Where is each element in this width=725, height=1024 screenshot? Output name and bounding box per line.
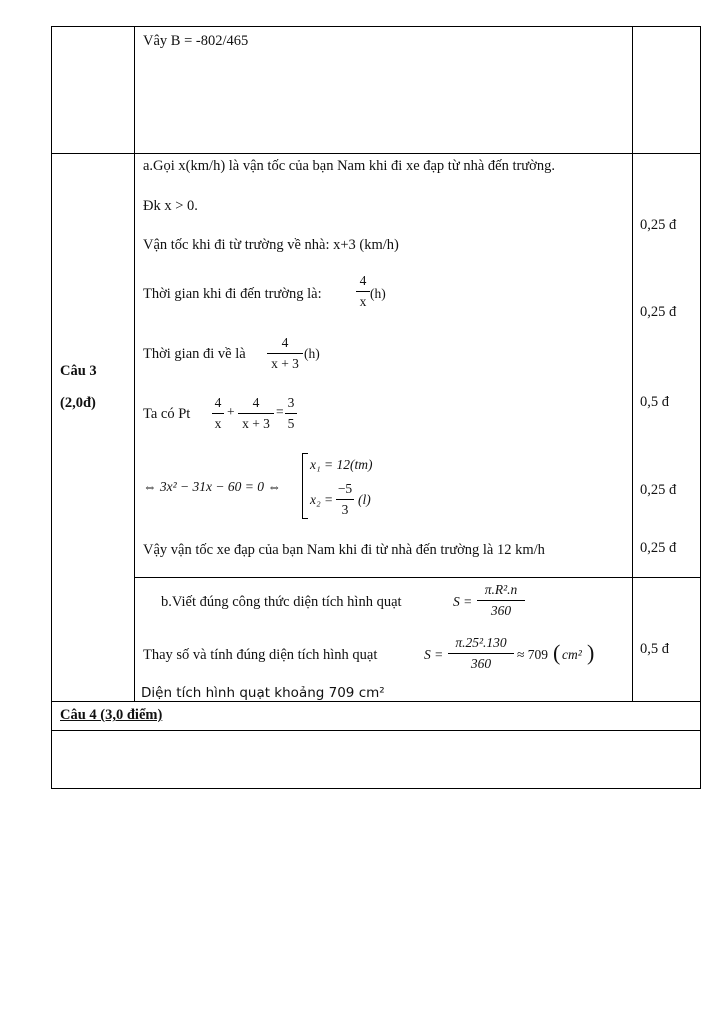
fraction-numerator: 3	[287, 395, 295, 410]
part-b-compute-label: Thay số và tính đúng diện tích hình quạt	[143, 647, 378, 663]
row-divider-2	[134, 577, 701, 578]
fraction-numerator: 4	[214, 395, 222, 410]
root-1: x₁ = 12(tm)	[310, 457, 373, 472]
table-border-left	[51, 26, 52, 789]
root-2-lhs: x₂ =	[310, 492, 334, 507]
quadratic-equation: ⇔ 3x² − 31x − 60 = 0 ⇔	[143, 479, 281, 494]
time-to-school-label: Thời gian khi đi đến trường là:	[143, 286, 322, 302]
fraction-denominator: 5	[287, 416, 295, 431]
equation-fraction-1	[212, 395, 224, 432]
fraction-denominator: 360	[470, 656, 492, 671]
formula-lhs: S =	[453, 594, 473, 609]
part-a-condition: Đk x > 0.	[143, 198, 198, 214]
fraction-denominator: 360	[490, 603, 512, 618]
fraction-denominator: x + 3	[271, 356, 299, 371]
compute-fraction	[448, 635, 514, 672]
fraction-numerator: 4	[281, 335, 289, 350]
score-6: 0,5 đ	[640, 641, 669, 657]
left-paren: (	[553, 640, 561, 665]
fraction-numerator: −5	[337, 481, 353, 496]
row-divider-1	[51, 153, 701, 154]
part-b-answer: Diện tích hình quạt khoảng 709 cm²	[141, 685, 385, 701]
question-4-heading: Câu 4 (3,0 điểm)	[60, 707, 163, 723]
score-5: 0,25 đ	[640, 540, 677, 556]
column-divider-2	[632, 26, 633, 701]
equation-fraction-3	[285, 395, 297, 432]
row1-result-text: Vây B = -802/465	[143, 33, 249, 49]
compute-result: ≈ 709	[517, 647, 549, 662]
score-3: 0,5 đ	[640, 394, 669, 410]
fraction-denominator: x	[214, 416, 222, 431]
score-4: 0,25 đ	[640, 482, 677, 498]
score-2: 0,25 đ	[640, 304, 677, 320]
time-back-label: Thời gian đi về là	[143, 346, 246, 362]
fraction-denominator: x	[359, 294, 367, 309]
equation-fraction-2	[238, 395, 274, 432]
equation-plus: +	[227, 404, 235, 419]
part-a-conclusion: Vậy vận tốc xe đạp của bạn Nam khi đi từ nhà đến trường là 12 km/h	[143, 542, 545, 558]
time-back-unit: (h)	[304, 346, 320, 361]
question-3-label: Câu 3	[60, 363, 97, 379]
solution-bracket	[302, 453, 308, 519]
formula-fraction	[477, 582, 525, 619]
table-border-right	[700, 26, 701, 789]
part-a-intro: a.Gọi x(km/h) là vận tốc của bạn Nam khi đi xe đạp từ nhà đến trường.	[143, 158, 555, 174]
part-b-formula-label: b.Viết đúng công thức diện tích hình quạt	[161, 594, 402, 610]
question-3-points: (2,0đ)	[60, 395, 96, 411]
root-2-note: (l)	[358, 492, 371, 507]
compute-lhs: S =	[424, 647, 444, 662]
equation-equals: =	[276, 404, 284, 419]
time-to-school-fraction	[356, 273, 370, 310]
fraction-numerator: π.R².n	[484, 582, 518, 597]
fraction-numerator: 4	[359, 273, 367, 288]
row-divider-4	[51, 730, 701, 731]
time-back-fraction	[267, 335, 303, 372]
time-to-school-unit: (h)	[370, 286, 386, 301]
compute-unit: cm²	[562, 647, 582, 662]
fraction-numerator: π.25².130	[455, 635, 507, 650]
fraction-numerator: 4	[252, 395, 260, 410]
score-1: 0,25 đ	[640, 217, 677, 233]
equation-label: Ta có Pt	[143, 406, 191, 422]
part-a-return-speed: Vận tốc khi đi từ trường về nhà: x+3 (km/h)	[143, 237, 399, 253]
table-border-top	[51, 26, 701, 27]
root-2-fraction	[336, 481, 354, 518]
fraction-denominator: 3	[341, 502, 349, 517]
right-paren: )	[587, 640, 595, 665]
column-divider-1	[134, 26, 135, 701]
table-border-bottom	[51, 788, 701, 789]
fraction-denominator: x + 3	[242, 416, 270, 431]
